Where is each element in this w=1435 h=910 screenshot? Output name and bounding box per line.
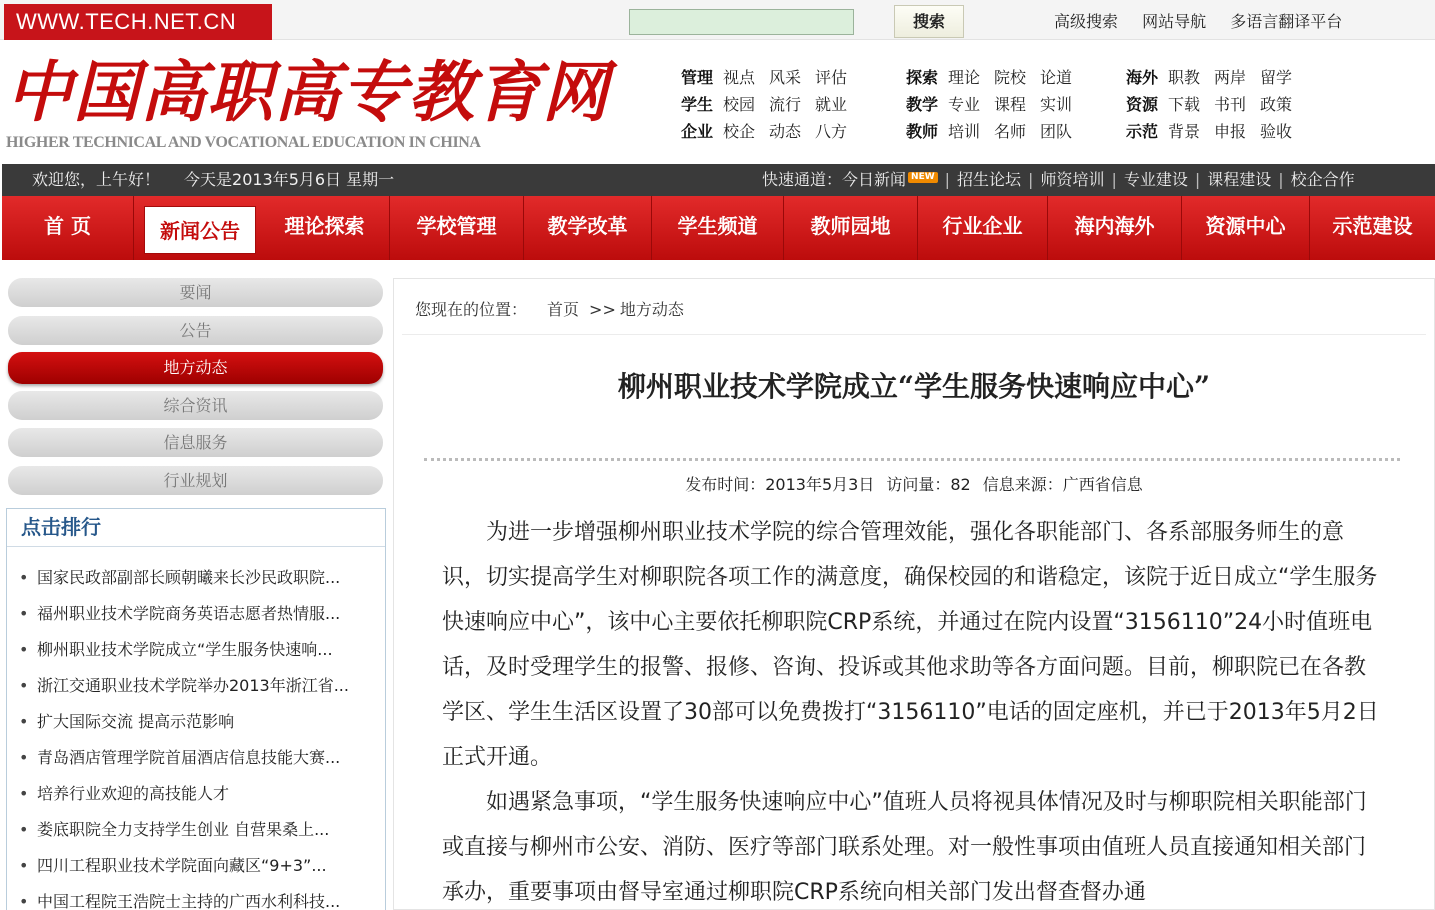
bullet-icon: • <box>19 640 29 659</box>
category-row <box>906 91 1086 118</box>
nav-industry[interactable]: 行业企业 <box>918 196 1048 260</box>
bullet-icon: • <box>19 820 29 839</box>
category-sub[interactable]: 八方 <box>815 122 848 141</box>
article-body <box>442 510 1387 910</box>
breadcrumb <box>415 297 684 320</box>
category-sub[interactable]: 书刊 <box>1214 95 1247 114</box>
date-text: 今天是2013年5月6日 星期一 <box>184 170 395 189</box>
nav-teaching-reform[interactable]: 教学改革 <box>524 196 652 260</box>
category-group-1 <box>681 64 861 145</box>
article-meta <box>402 472 1426 495</box>
translation-platform-link[interactable]: 多语言翻译平台 <box>1230 12 1343 31</box>
site-logo-english: HIGHER TECHNICAL AND VOCATIONAL EDUCATION IN CHINA <box>6 134 481 151</box>
separator: | <box>1194 170 1201 189</box>
quick-link-today-news[interactable]: 今日新闻 <box>842 170 907 189</box>
category-sub[interactable]: 团队 <box>1040 122 1073 141</box>
category-sub[interactable]: 校园 <box>723 95 756 114</box>
list-item-text[interactable]: 娄底职院全力支持学生创业 自营果桑上... <box>37 820 330 839</box>
article-title: 柳州职业技术学院成立“学生服务快速响应中心” <box>617 370 1211 403</box>
search-button[interactable]: 搜索 <box>894 5 964 38</box>
category-main[interactable]: 探索 <box>906 68 939 87</box>
list-item[interactable] <box>7 668 385 704</box>
list-item-text[interactable]: 中国工程院王浩院士主持的广西水利科技... <box>37 892 341 910</box>
list-item[interactable] <box>7 560 385 596</box>
quick-channel <box>762 164 1355 196</box>
list-item-text[interactable]: 四川工程职业技术学院面向藏区“9+3”... <box>37 856 327 875</box>
article-paragraph: 为进一步增强柳州职业技术学院的综合管理效能，强化各职能部门、各系部服务师生的意识，切实提高学生对柳职院各项工作的满意度，确保校园的和谐稳定，该院于近日成立“学生服务快速响应中心”，该中心主要依托柳职院CRP系统，并通过在院内设置“3156110”24小时值班电话，及时受理学生的报警、报修、咨询、投诉或其他求助等各方面问题。目前，柳职院已在各教学区、学生生活区设置了30部可以免费拨打“3156110”电话的固定座机，并已于2013年5月2日正式开通。 <box>442 520 1379 770</box>
bullet-icon: • <box>19 748 29 767</box>
category-sub[interactable]: 理论 <box>948 68 981 87</box>
category-sub[interactable]: 风采 <box>769 68 802 87</box>
info-source: 信息来源：广西省信息 <box>982 475 1143 494</box>
category-main[interactable]: 教学 <box>906 95 939 114</box>
quick-link-enrollment-forum[interactable]: 招生论坛 <box>957 170 1022 189</box>
category-row <box>681 118 861 145</box>
category-sub[interactable]: 两岸 <box>1214 68 1247 87</box>
category-row <box>1126 64 1306 91</box>
category-sub[interactable]: 评估 <box>815 68 848 87</box>
category-main[interactable]: 海外 <box>1126 68 1159 87</box>
main-nav <box>2 196 1435 260</box>
welcome-area <box>32 164 418 196</box>
category-group-3 <box>1126 64 1306 145</box>
separator: | <box>944 170 951 189</box>
sidebar-item-local-news[interactable]: 地方动态 <box>8 352 383 384</box>
nav-theory[interactable]: 理论探索 <box>260 196 390 260</box>
list-item[interactable] <box>7 884 385 910</box>
list-item[interactable] <box>7 812 385 848</box>
nav-resources[interactable]: 资源中心 <box>1182 196 1310 260</box>
list-item[interactable] <box>7 848 385 884</box>
separator: | <box>1028 170 1034 189</box>
divider <box>424 458 1400 461</box>
nav-home[interactable]: 首 页 <box>2 196 134 260</box>
category-row <box>681 91 861 118</box>
category-row <box>906 64 1086 91</box>
category-sub[interactable]: 培训 <box>948 122 981 141</box>
sidebar-item-headlines[interactable]: 要闻 <box>8 278 383 307</box>
nav-news[interactable]: 新闻公告 <box>144 206 256 254</box>
breadcrumb-label: 您现在的位置： <box>415 300 528 319</box>
breadcrumb-home-link[interactable]: 首页 <box>547 300 580 319</box>
category-main[interactable]: 管理 <box>681 68 714 87</box>
list-item-text[interactable]: 国家民政部副部长顾朝曦来长沙民政职院... <box>37 568 341 587</box>
category-row <box>1126 118 1306 145</box>
category-main[interactable]: 企业 <box>681 122 714 141</box>
list-item-text[interactable]: 福州职业技术学院商务英语志愿者热情服... <box>37 604 341 623</box>
category-sub[interactable]: 背景 <box>1168 122 1201 141</box>
advanced-search-link[interactable]: 高级搜索 <box>1054 12 1119 31</box>
list-item[interactable] <box>7 740 385 776</box>
list-item-text[interactable]: 扩大国际交流 提高示范影响 <box>37 712 235 731</box>
top-utility-bar <box>0 0 1435 40</box>
separator: | <box>1111 170 1117 189</box>
category-sub[interactable]: 动态 <box>769 122 802 141</box>
separator: | <box>1278 170 1284 189</box>
search-input[interactable] <box>629 9 854 35</box>
quick-channel-label: 快速通道： <box>762 170 843 189</box>
category-sub[interactable]: 专业 <box>948 95 981 114</box>
article <box>402 334 1426 910</box>
nav-domestic-overseas[interactable]: 海内海外 <box>1048 196 1182 260</box>
bullet-icon: • <box>19 892 29 910</box>
list-item-text[interactable]: 培养行业欢迎的高技能人才 <box>37 784 230 803</box>
bullet-icon: • <box>19 604 29 623</box>
site-logo[interactable]: 中国高职高专教育网 <box>6 53 609 131</box>
top-links <box>1054 9 1361 32</box>
bullet-icon: • <box>19 568 29 587</box>
category-sub[interactable]: 下载 <box>1168 95 1201 114</box>
list-item-text[interactable]: 浙江交通职业技术学院举办2013年浙江省... <box>37 676 349 695</box>
view-count: 访问量：82 <box>886 475 971 494</box>
nav-school-management[interactable]: 学校管理 <box>390 196 524 260</box>
nav-teachers[interactable]: 教师园地 <box>784 196 918 260</box>
breadcrumb-current[interactable]: 地方动态 <box>619 300 684 319</box>
site-url-banner[interactable]: WWW.TECH.NET.CN <box>4 4 272 40</box>
site-header <box>0 40 1435 164</box>
category-sub[interactable]: 留学 <box>1260 68 1293 87</box>
sidebar-item-general-info[interactable]: 综合资讯 <box>8 391 383 420</box>
list-item-text[interactable]: 柳州职业技术学院成立“学生服务快速响... <box>37 640 333 659</box>
breadcrumb-separator: >> <box>589 300 616 319</box>
category-row <box>681 64 861 91</box>
nav-students[interactable]: 学生频道 <box>652 196 784 260</box>
list-item[interactable] <box>7 632 385 668</box>
category-sub[interactable]: 职教 <box>1168 68 1201 87</box>
article-paragraph: 如遇紧急事项，“学生服务快速响应中心”值班人员将视具体情况及时与柳职院相关职能部门或直接与柳州市公安、消防、医疗等部门联系处理。对一般性事项由值班人员直接通知相关部门承办，重要事项由督导室通过柳职院CRP系统向相关部门发出督查督办通 <box>442 790 1367 905</box>
sidebar-item-industry-planning[interactable]: 行业规划 <box>8 466 383 495</box>
list-item[interactable] <box>7 704 385 740</box>
category-sub[interactable]: 名师 <box>994 122 1027 141</box>
info-bar <box>2 164 1435 196</box>
list-item-text[interactable]: 青岛酒店管理学院首届酒店信息技能大赛... <box>37 748 341 767</box>
category-sub[interactable]: 政策 <box>1260 95 1293 114</box>
site-navigation-link[interactable]: 网站导航 <box>1142 12 1207 31</box>
new-badge: NEW <box>908 172 938 183</box>
quick-link-course-construction[interactable]: 课程建设 <box>1207 170 1272 189</box>
list-item[interactable] <box>7 596 385 632</box>
quick-link-major-construction[interactable]: 专业建设 <box>1123 170 1188 189</box>
category-sub[interactable]: 校企 <box>723 122 756 141</box>
list-item[interactable] <box>7 776 385 812</box>
category-sub[interactable]: 验收 <box>1260 122 1293 141</box>
category-sub[interactable]: 论道 <box>1040 68 1073 87</box>
category-sub[interactable]: 课程 <box>994 95 1027 114</box>
nav-demonstration[interactable]: 示范建设 <box>1332 214 1413 238</box>
click-ranking-list <box>7 547 385 910</box>
bullet-icon: • <box>19 784 29 803</box>
category-main[interactable]: 教师 <box>906 122 939 141</box>
bullet-icon: • <box>19 856 29 875</box>
quick-link-school-enterprise[interactable]: 校企合作 <box>1290 170 1355 189</box>
bullet-icon: • <box>19 676 29 695</box>
sidebar-item-info-service[interactable]: 信息服务 <box>8 428 383 457</box>
category-sub[interactable]: 申报 <box>1214 122 1247 141</box>
category-row <box>906 118 1086 145</box>
category-main[interactable]: 示范 <box>1126 122 1159 141</box>
click-ranking-panel <box>6 508 386 910</box>
category-sub[interactable]: 院校 <box>994 68 1027 87</box>
category-main[interactable]: 资源 <box>1126 95 1159 114</box>
category-main[interactable]: 学生 <box>681 95 714 114</box>
content-panel <box>393 278 1435 910</box>
category-group-2 <box>906 64 1086 145</box>
greeting-text: 欢迎您，上午好！ <box>32 170 161 189</box>
category-sub[interactable]: 实训 <box>1040 95 1073 114</box>
publish-date: 发布时间：2013年5月3日 <box>685 475 875 494</box>
category-sub[interactable]: 流行 <box>769 95 802 114</box>
click-ranking-title: 点击排行 <box>7 509 385 547</box>
category-sub[interactable]: 视点 <box>723 68 756 87</box>
sidebar-item-announcements[interactable]: 公告 <box>8 316 383 345</box>
category-row <box>1126 91 1306 118</box>
bullet-icon: • <box>19 712 29 731</box>
quick-link-teacher-training[interactable]: 师资培训 <box>1040 170 1105 189</box>
category-sub[interactable]: 就业 <box>815 95 848 114</box>
